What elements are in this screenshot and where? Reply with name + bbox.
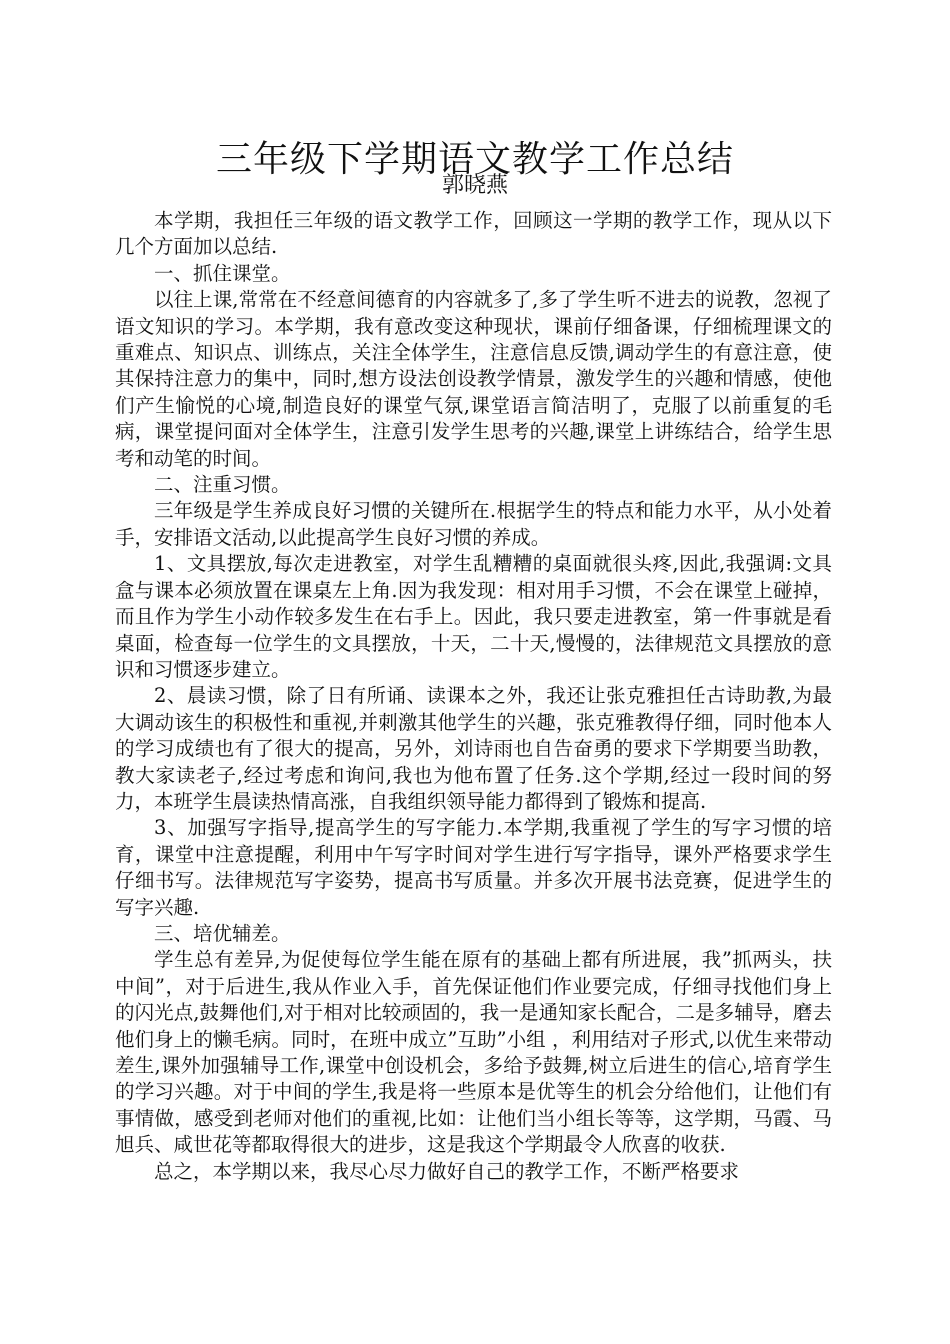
paragraph-stationery: 1、文具摆放,每次走进教室，对学生乱糟糟的桌面就很头疼,因此,我强调:文具盒与课本必须放置在课桌左上角.因为我发现：相对用手习惯，不会在课堂上碰掉，而且作为学生小动作较多发生在右手上。因此，我只要走进教室，第一件事就是看桌面，检查每一位学生的文具摆放，十天，二十天,慢慢的，法律规范文具摆放的意识和习惯逐步建立。	[115, 552, 832, 681]
document-title: 三年级下学期语文教学工作总结	[215, 139, 734, 181]
section-heading-tutoring: 三、培优辅差。	[154, 921, 291, 945]
paragraph-classroom: 以往上课,常常在不经意间德育的内容就多了,多了学生听不进去的说教，忽视了语文知识的学习。本学期，我有意改变这种现状，课前仔细备课，仔细梳理课文的重难点、知识点、训练点，关注全体学生，注意信息反馈,调动学生的有意注意，使其保持注意力的集中，同时,想方设法创设教学情景，激发学生的兴趣和情感，使他们产生愉悦的心境,制造良好的课堂气氛,课堂语言简洁明了，克服了以前重复的毛病，课堂提问面对全体学生，注意引发学生思考的兴趣,课堂上讲练结合，给学生思考和动笔的时间。	[115, 288, 832, 470]
section-heading-habits: 二、注重习惯。	[154, 473, 291, 497]
paragraph-intro: 本学期，我担任三年级的语文教学工作，回顾这一学期的教学工作，现从以下几个方面加以总结.	[115, 209, 832, 259]
document-body	[115, 208, 832, 1185]
document-author: 郭晓燕	[441, 173, 508, 198]
section-heading-classroom: 一、抓住课堂。	[154, 261, 291, 285]
paragraph-habits-intro: 三年级是学生养成良好习惯的关键所在.根据学生的特点和能力水平，从小处着手，安排语文活动,以此提高学生良好习惯的养成。	[115, 499, 832, 549]
paragraph-tutoring: 学生总有差异,为促使每位学生能在原有的基础上都有所进展，我”抓两头，扶中间”，对于后进生,我从作业入手，首先保证他们作业要完成，仔细寻找他们身上的闪光点,鼓舞他们,对于相对比较顽固的，我一是通知家长配合，二是多辅导，磨去他们身上的懒毛病。同时，在班中成立”互助”小组 ，利用结对子形式,以优生来带动差生,课外加强辅导工作,课堂中创设机会，多给予鼓舞,树立后进生的信心,培育学生的学习兴趣。对于中间的学生,我是将一些原本是优等生的机会分给他们，让他们有事情做，感受到老师对他们的重视,比如：让他们当小组长等等，这学期，马霞、马旭兵、咸世花等都取得很大的进步，这是我这个学期最令人欣喜的收获.	[115, 948, 832, 1157]
paragraph-writing: 3、加强写字指导,提高学生的写字能力.本学期,我重视了学生的写字习惯的培育，课堂中注意提醒，利用中午写字时间对学生进行写字指导，课外严格要求学生仔细书写。法律规范写字姿势，提高书写质量。并多次开展书法竞赛，促进学生的写字兴趣.	[115, 816, 832, 919]
paragraph-conclusion: 总之，本学期以来，我尽心尽力做好自己的教学工作，不断严格要求	[154, 1159, 740, 1183]
paragraph-morning-reading: 2、晨读习惯，除了日有所诵、读课本之外，我还让张克雅担任古诗助教,为最大调动该生的积极性和重视,并刺激其他学生的兴趣，张克雅教得仔细，同时他本人的学习成绩也有了很大的提高，另外，刘诗雨也自告奋勇的要求下学期要当助教，教大家读老子,经过考虑和询问,我也为他布置了任务.这个学期,经过一段时间的努力，本班学生晨读热情高涨，自我组织领导能力都得到了锻炼和提高.	[115, 684, 832, 813]
